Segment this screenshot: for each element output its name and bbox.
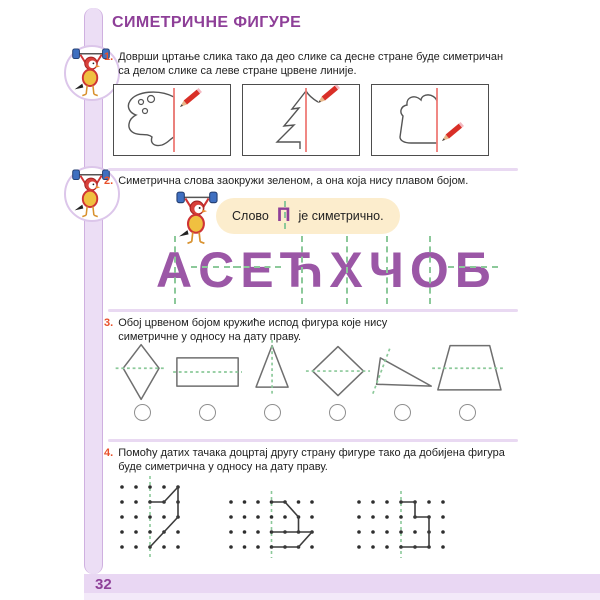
task4-text: Помоћу датих тачака доцртај другу страну фигуре тако да добијена фигура буде симетрична у односу на дату праву. [118,447,505,473]
task-2 [104,175,468,189]
answer-circle-right-triangle[interactable] [394,404,411,421]
page-title: СИМЕТРИЧНЕ ФИГУРЕ [112,14,302,31]
answer-circle-kite[interactable] [134,404,151,421]
figure-trapezoid [435,343,500,403]
answer-circle-diamond[interactable] [329,404,346,421]
figure-rectangle [175,343,240,403]
letter-Ћ[interactable]: Ћ [280,242,324,308]
figures-row [110,343,500,403]
answer-circle-trapezoid[interactable] [459,404,476,421]
symmetry-axis [386,236,388,304]
answer-circle-cell [240,404,305,421]
letter-Б[interactable]: Б [455,242,491,308]
symmetry-axis [233,266,280,268]
dot-grid-1[interactable] [114,475,186,559]
task1-drawing-boxes [113,84,489,156]
letter-Х[interactable]: Х [329,242,362,308]
symmetry-axis [429,236,431,304]
symmetry-axis [174,236,176,304]
symmetry-axis [301,236,303,304]
symmetry-axis [284,201,286,229]
task3-number: 3. [104,317,114,329]
pencil-icon [440,122,464,143]
task4-number: 4. [104,447,114,459]
weightlifter-bird-icon [175,190,219,247]
task1-number: 1. [104,51,114,63]
task2-number: 2. [104,175,114,187]
answer-circle-cell [305,404,370,421]
drawing-box-tree[interactable] [242,84,360,156]
bottom-margin-band [84,574,600,593]
task3-text: Обој црвеном бојом кружиће испод фигура које нису симетричне у односу на дату праву. [118,317,388,343]
answer-circle-cell [370,404,435,421]
answer-circle-triangle[interactable] [264,404,281,421]
answer-circle-cell [110,404,175,421]
task-divider [108,168,518,171]
symmetry-axis [448,266,498,268]
symmetry-axis [346,236,348,304]
speech-bubble [216,198,400,234]
cup-drawing [372,85,488,155]
task-4 [104,447,505,474]
figure-diamond [305,343,370,403]
pencil-icon [316,85,340,105]
big-letters-row [156,242,491,308]
letter-С[interactable]: С [198,242,234,308]
bubble-letter-p: П [277,205,291,227]
bubble-text-post: је симетрично. [298,209,384,223]
letter-Е[interactable]: Е [240,242,273,308]
answer-circle-cell [175,404,240,421]
bottom-margin-band-light [84,593,600,600]
figure-right-triangle [370,343,435,403]
letter-Ч[interactable]: Ч [369,242,404,308]
figure-triangle [240,343,305,403]
letter-О[interactable]: О [410,242,449,308]
page-number: 32 [95,576,112,593]
figure-kite [110,343,175,403]
letter-А[interactable]: А [156,242,192,308]
drawing-box-palette[interactable] [113,84,231,156]
answer-circle-cell [435,404,500,421]
bubble-text-pre: Слово [232,209,269,223]
task-3 [104,317,387,344]
task1-text: Доврши цртање слика тако да део слике са десне стране буде симетричан са делом слике са леве стране црвене линије. [118,51,504,77]
answer-circles-row [110,404,500,421]
task-1 [104,51,503,78]
answer-circle-rectangle[interactable] [199,404,216,421]
task-divider [108,309,518,312]
drawing-box-cup[interactable] [371,84,489,156]
task-divider [108,439,518,442]
task2-text: Симетрична слова заокружи зеленом, а она која нису плавом бојом. [118,175,469,187]
palette-drawing [114,85,230,155]
pencil-icon [178,88,202,109]
dot-grid-2[interactable] [223,490,320,559]
dot-grid-3[interactable] [351,490,451,559]
christmas-tree-drawing [243,85,359,155]
